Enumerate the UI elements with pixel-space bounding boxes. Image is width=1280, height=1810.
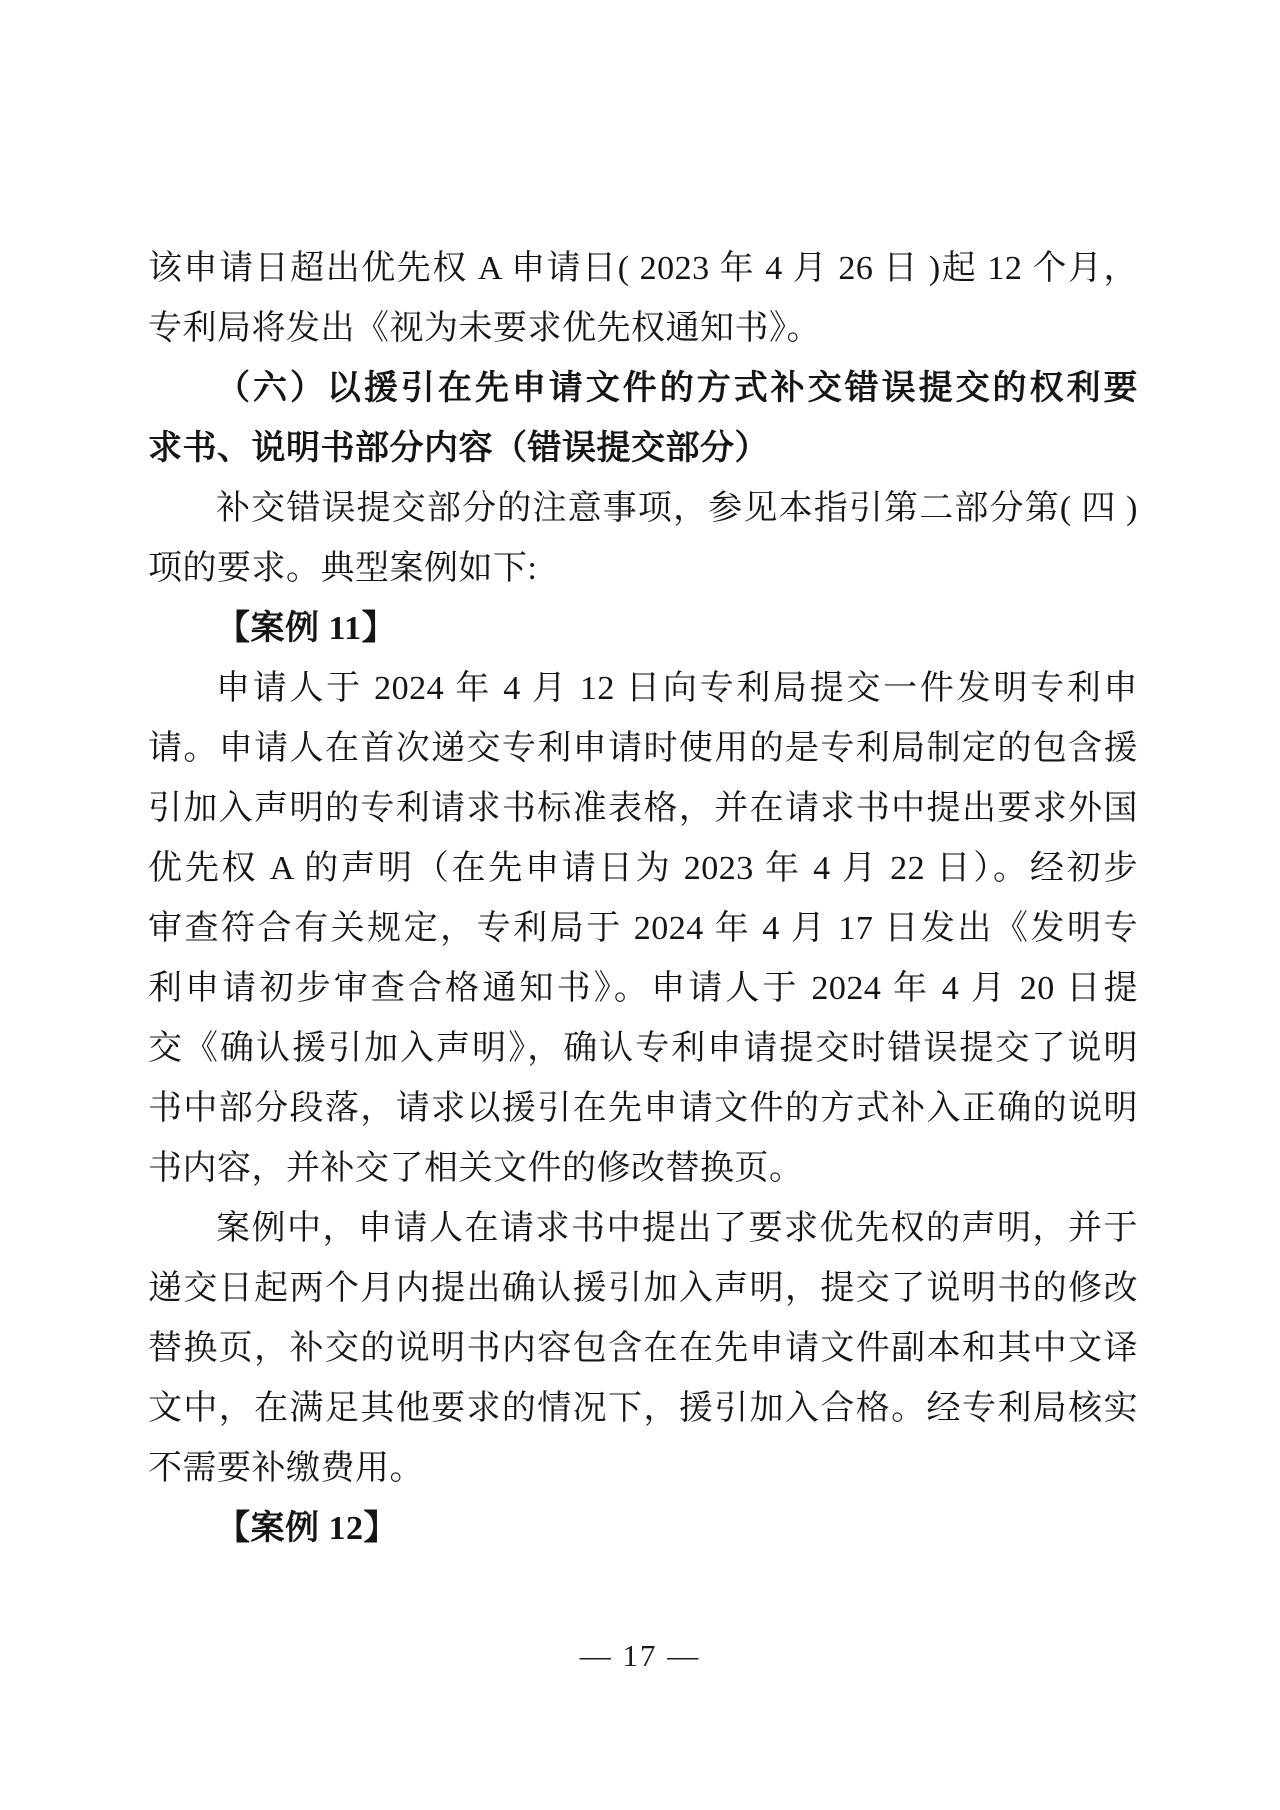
text-line: 书内容，并补交了相关文件的修改替换页。 (148, 1150, 804, 1187)
text-line: 替换页，补交的说明书内容包含在在先申请文件副本和其中文译 (148, 1330, 1138, 1367)
paragraph-continuation (148, 239, 1138, 359)
text-line: 递交日起两个月内提出确认援引加入声明，提交了说明书的修改 (148, 1270, 1138, 1307)
text-line: 书中部分段落，请求以援引在先申请文件的方式补入正确的说明 (148, 1090, 1138, 1127)
section-heading-line: （六）以援引在先申请文件的方式补交错误提交的权利要 (216, 370, 1138, 407)
text-block (148, 239, 1138, 1559)
text-line: 项的要求。典型案例如下: (148, 550, 538, 587)
text-line: 专利局将发出《视为未要求优先权通知书》。 (148, 310, 821, 347)
text-line: 申请人于 2024 年 4 月 12 日向专利局提交一件发明专利申 (216, 670, 1138, 707)
paragraph-notes (148, 479, 1138, 599)
section-heading (148, 359, 1138, 479)
text-line: 补交错误提交部分的注意事项，参见本指引第二部分第( 四 ) (216, 490, 1138, 527)
text-line: 该申请日超出优先权 A 申请日( 2023 年 4 月 26 日 )起 12 个月， (148, 250, 1138, 287)
text-line: 优先权 A 的声明（在先申请日为 2023 年 4 月 22 日）。经初步 (148, 850, 1138, 887)
text-line: 不需要补缴费用。 (148, 1450, 424, 1487)
text-line: 引加入声明的专利请求书标准表格，并在请求书中提出要求外国 (148, 790, 1138, 827)
text-line: 审查符合有关规定，专利局于 2024 年 4 月 17 日发出《发明专 (148, 910, 1138, 947)
text-line: 交《确认援引加入声明》，确认专利申请提交时错误提交了说明 (148, 1030, 1138, 1067)
paragraph-case-11-analysis (148, 1199, 1138, 1499)
paragraph-case-11-facts (148, 659, 1138, 1199)
case-heading-12: 【案例 12】 (216, 1510, 398, 1547)
text-line: 利申请初步审查合格通知书》。申请人于 2024 年 4 月 20 日提 (148, 970, 1138, 1007)
case-heading-11: 【案例 11】 (216, 610, 397, 647)
text-line: 请。申请人在首次递交专利申请时使用的是专利局制定的包含援 (148, 730, 1138, 767)
text-line: 案例中，申请人在请求书中提出了要求优先权的声明，并于 (216, 1210, 1138, 1247)
page-number: — 17 — (579, 1638, 701, 1673)
text-line: 文中，在满足其他要求的情况下，援引加入合格。经专利局核实 (148, 1390, 1138, 1427)
section-heading-line: 求书、说明书部分内容（错误提交部分） (148, 430, 769, 467)
